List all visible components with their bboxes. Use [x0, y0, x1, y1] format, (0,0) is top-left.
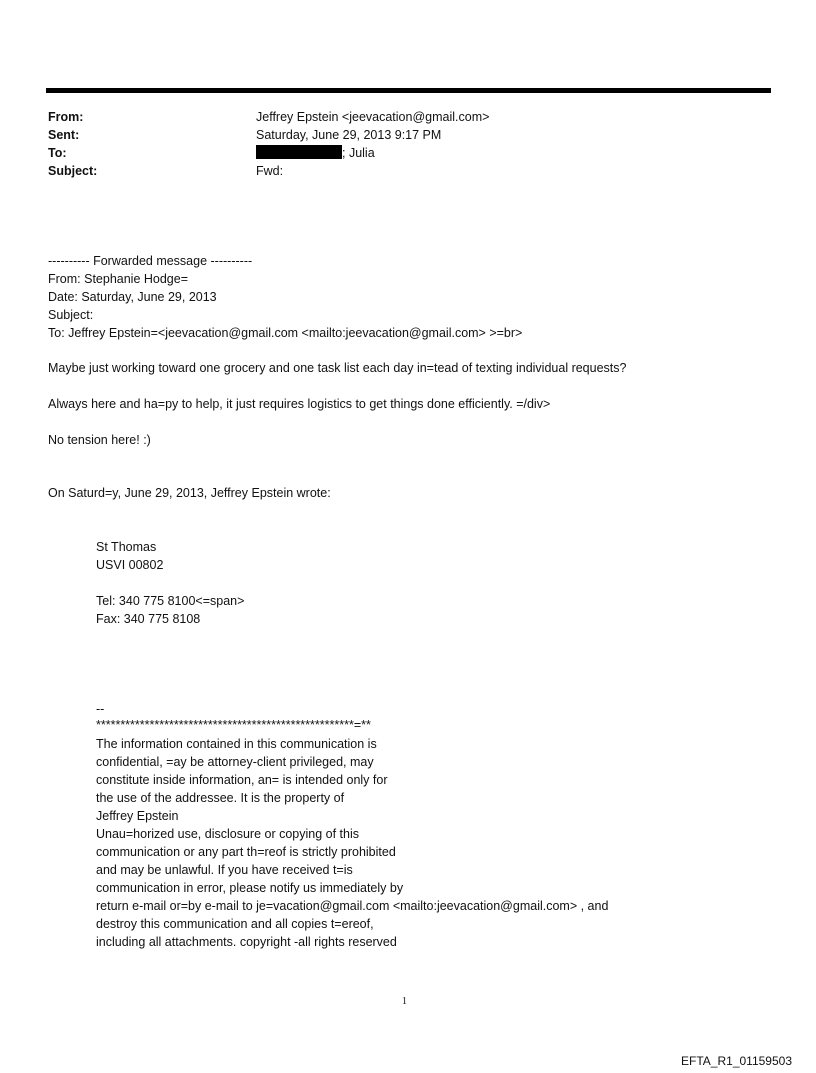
to-label: To: [48, 146, 67, 160]
disclaimer-stars: *****************************************************=** [96, 718, 371, 732]
disclaimer-line: including all attachments. copyright -all rights reserved [96, 935, 397, 949]
sent-label: Sent: [48, 128, 80, 142]
disclaimer-line: constitute inside information, an= is intended only for [96, 773, 388, 787]
to-value: ; Julia [342, 146, 375, 160]
forwarded-date: Date: Saturday, June 29, 2013 [48, 290, 217, 304]
forwarded-to: To: Jeffrey Epstein=<jeevacation@gmail.com <mailto:jeevacation@gmail.com> >=br> [48, 326, 523, 340]
subject-row [48, 162, 748, 180]
document-id: EFTA_R1_01159503 [681, 1054, 792, 1068]
forwarded-from: From: Stephanie Hodge= [48, 272, 189, 286]
subject-value: Fwd: [256, 164, 284, 178]
body-paragraph-2: Always here and ha=py to help, it just requires logistics to get things done efficiently. =/div> [48, 397, 551, 411]
from-label: From: [48, 110, 84, 124]
signature-line-1: St Thomas [96, 540, 157, 554]
to-row [48, 144, 748, 162]
to-value-wrap [256, 144, 375, 162]
disclaimer-line: Jeffrey Epstein [96, 809, 179, 823]
sent-value: Saturday, June 29, 2013 9:17 PM [256, 128, 442, 142]
body-paragraph-3: No tension here! :) [48, 433, 151, 447]
quote-intro: On Saturd=y, June 29, 2013, Jeffrey Epstein wrote: [48, 486, 331, 500]
disclaimer-line: destroy this communication and all copies t=ereof, [96, 917, 374, 931]
forwarded-banner: ---------- Forwarded message ---------- [48, 254, 253, 268]
disclaimer-line: the use of the addressee. It is the property of [96, 791, 345, 805]
disclaimer-line: return e-mail or=by e-mail to je=vacation@gmail.com <mailto:jeevacation@gmail.com> , and [96, 899, 609, 913]
disclaimer-dashes: -- [96, 702, 105, 716]
sent-row [48, 126, 748, 144]
top-rule [46, 88, 771, 93]
disclaimer-line: Unau=horized use, disclosure or copying of this [96, 827, 359, 841]
from-value: Jeffrey Epstein <jeevacation@gmail.com> [256, 110, 490, 124]
disclaimer-line: The information contained in this communication is [96, 737, 377, 751]
signature-fax: Fax: 340 775 8108 [96, 612, 201, 626]
body-paragraph-1: Maybe just working toward one grocery and one task list each day in=tead of texting individual requests? [48, 361, 627, 375]
page-number: 1 [402, 996, 407, 1007]
signature-line-2: USVI 00802 [96, 558, 164, 572]
disclaimer-line: communication in error, please notify us immediately by [96, 881, 404, 895]
disclaimer-line: and may be unlawful. If you have received t=is [96, 863, 353, 877]
redaction-box [256, 145, 342, 159]
forwarded-subject: Subject: [48, 308, 94, 322]
disclaimer-line: confidential, =ay be attorney-client privileged, may [96, 755, 374, 769]
email-header [48, 108, 748, 180]
subject-label: Subject: [48, 164, 98, 178]
from-row [48, 108, 748, 126]
signature-tel: Tel: 340 775 8100<=span> [96, 594, 245, 608]
disclaimer-line: communication or any part th=reof is strictly prohibited [96, 845, 396, 859]
